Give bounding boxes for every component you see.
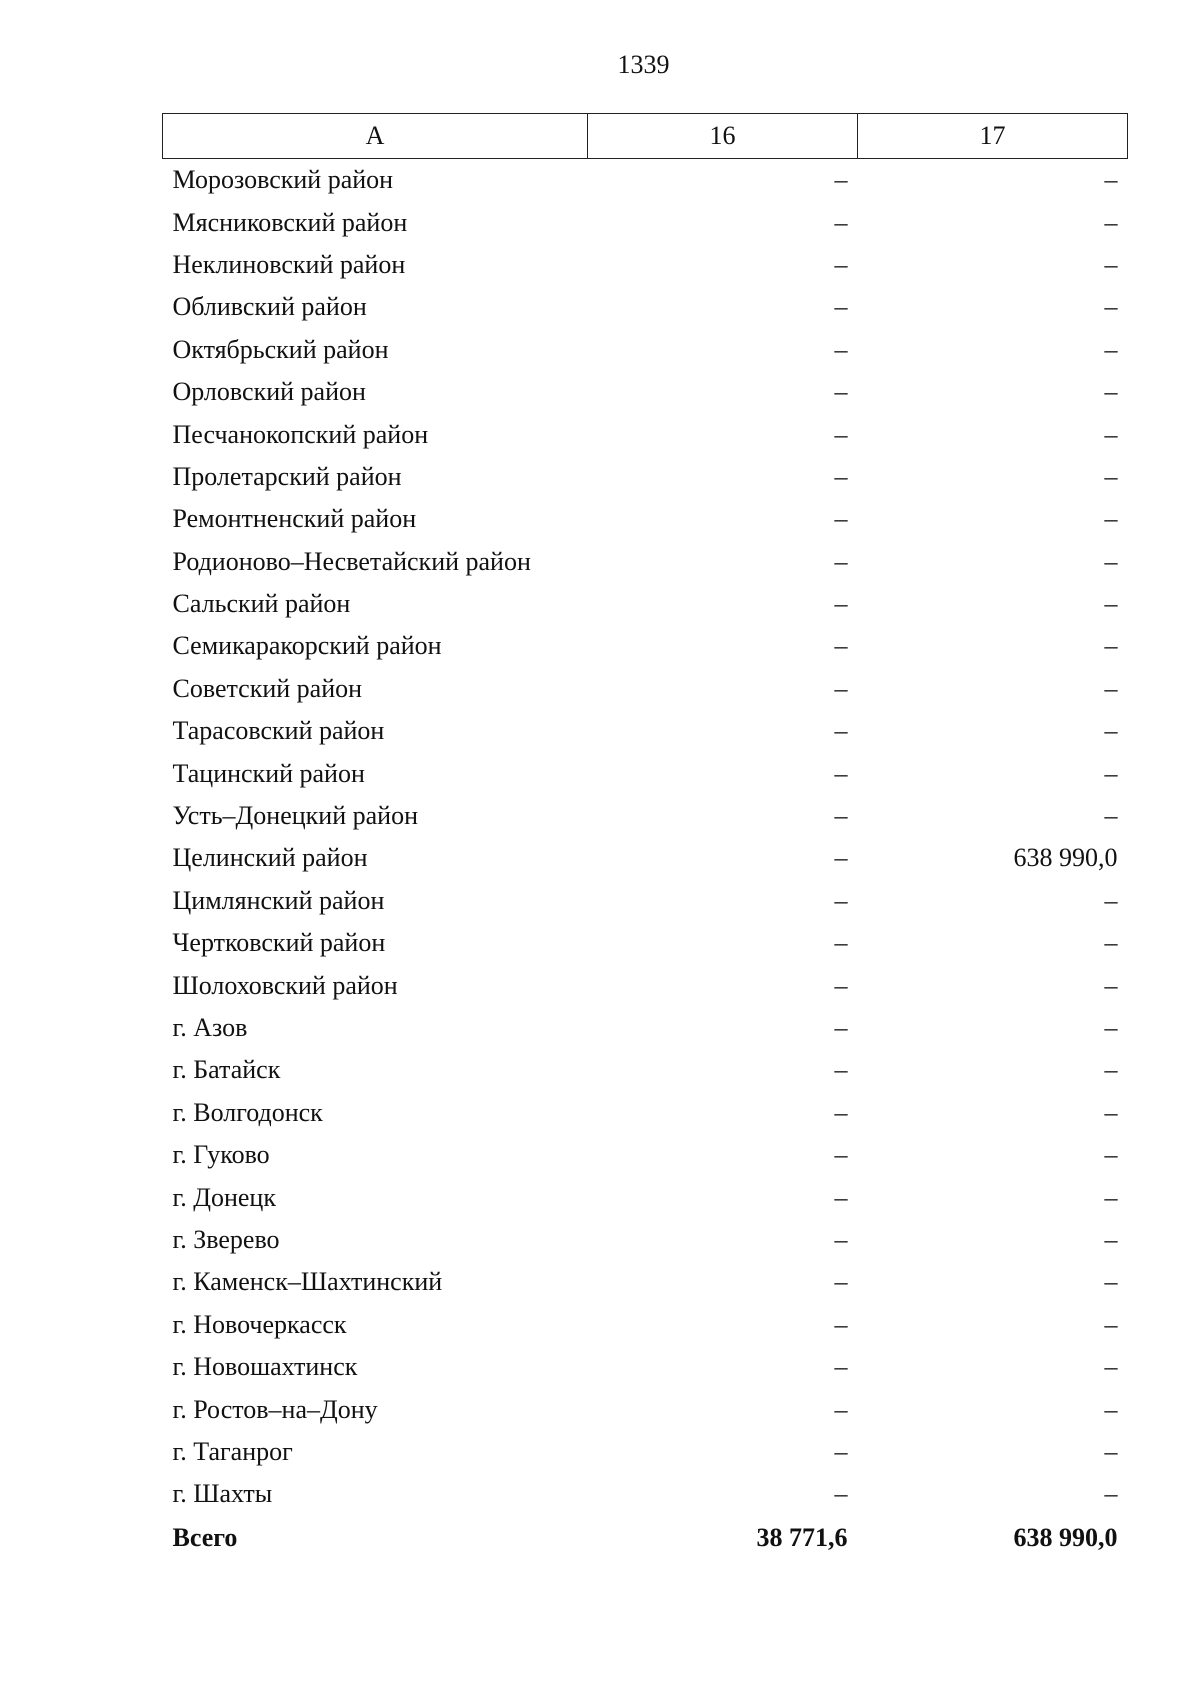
table-row <box>163 1261 1128 1303</box>
row-value-16-cell: – <box>834 419 848 449</box>
row-value-17-cell: – <box>1104 631 1118 661</box>
row-value-17-cell: – <box>1104 1267 1118 1297</box>
row-name-cell: Ремонтненский район <box>172 504 417 534</box>
row-name-cell: г. Донецк <box>172 1182 276 1212</box>
row-value-16-cell: – <box>834 801 848 831</box>
row-name-cell: г. Новошахтинск <box>172 1352 358 1382</box>
row-value-16-cell: – <box>834 1267 848 1297</box>
row-value-17-cell: – <box>1104 1013 1118 1042</box>
row-value-17-cell: – <box>1104 801 1118 831</box>
total-row <box>163 1516 1128 1560</box>
row-value-16-cell: – <box>834 928 848 958</box>
row-value-17-cell: – <box>1104 1436 1118 1466</box>
row-name-cell: Тарасовский район <box>172 716 385 746</box>
table-row <box>163 1431 1128 1473</box>
table-row <box>163 1346 1128 1388</box>
row-value-17-cell: – <box>1104 589 1118 619</box>
row-value-16-cell: – <box>834 885 848 915</box>
row-value-17-cell: – <box>1104 377 1118 407</box>
table-row <box>163 1219 1128 1261</box>
row-value-16-cell: – <box>834 758 848 788</box>
header-row <box>163 114 1128 159</box>
column-header-16: 16 <box>588 114 858 159</box>
table-row <box>163 752 1128 794</box>
row-value-16-cell: – <box>834 589 848 619</box>
row-name-cell: Целинский район <box>172 843 368 873</box>
row-value-16-cell: – <box>834 334 848 364</box>
row-name-cell: Пролетарский район <box>172 461 402 491</box>
budget-table <box>162 113 1128 1560</box>
table-row <box>163 201 1128 243</box>
table-row <box>163 837 1128 879</box>
table-row <box>163 1473 1128 1515</box>
budget-table-container <box>162 113 1127 1560</box>
row-name-cell: Семикаракорский район <box>172 631 442 661</box>
total-value-16-cell: 38 771,6 <box>756 1522 848 1552</box>
row-name-cell: г. Шахты <box>172 1479 273 1509</box>
row-name-cell: Шолоховский район <box>172 970 398 1000</box>
table-row <box>163 1007 1128 1049</box>
table-row <box>163 1134 1128 1176</box>
table-row <box>163 244 1128 286</box>
table-row <box>163 329 1128 371</box>
table-row <box>163 159 1128 202</box>
row-value-17-cell: – <box>1104 504 1118 534</box>
table-body <box>163 159 1128 1560</box>
row-value-17-cell: – <box>1104 885 1118 915</box>
row-name-cell: г. Гуково <box>172 1140 270 1170</box>
total-value-17-cell: 638 990,0 <box>1013 1522 1118 1552</box>
table-row <box>163 668 1128 710</box>
row-value-16-cell: – <box>834 249 848 279</box>
row-name-cell: Обливский район <box>172 292 367 322</box>
column-header-a: А <box>163 114 588 159</box>
table-row <box>163 1304 1128 1346</box>
row-value-17-cell: – <box>1104 673 1118 703</box>
row-name-cell: Цимлянский район <box>172 885 385 915</box>
row-value-17-cell: – <box>1104 716 1118 746</box>
row-name-cell: Усть–Донецкий район <box>172 801 418 831</box>
row-value-17-cell: – <box>1104 546 1118 576</box>
row-name-cell: Сальский район <box>172 589 351 619</box>
row-value-17-cell: – <box>1104 1182 1118 1212</box>
table-row <box>163 1049 1128 1091</box>
row-value-16-cell: – <box>834 1436 848 1466</box>
row-value-17-cell: – <box>1104 758 1118 788</box>
row-name-cell: Морозовский район <box>172 165 394 195</box>
row-value-17-cell: – <box>1104 1479 1118 1509</box>
row-value-16-cell: – <box>834 1352 848 1382</box>
row-value-16-cell: – <box>834 1013 848 1042</box>
row-value-16-cell: – <box>834 461 848 491</box>
row-value-16-cell: – <box>834 1097 848 1127</box>
row-name-cell: г. Каменск–Шахтинский <box>172 1267 443 1297</box>
row-value-16-cell: – <box>834 1055 848 1085</box>
row-name-cell: г. Таганрог <box>172 1436 293 1466</box>
row-value-17-cell: – <box>1104 1097 1118 1127</box>
row-name-cell: Мясниковский район <box>172 207 408 237</box>
row-name-cell: г. Азов <box>172 1013 248 1042</box>
row-name-cell: Неклиновский район <box>172 249 406 279</box>
row-name-cell: Орловский район <box>172 377 366 407</box>
row-value-16-cell: – <box>834 546 848 576</box>
row-value-17-cell: – <box>1104 249 1118 279</box>
row-value-17-cell: – <box>1104 207 1118 237</box>
table-row <box>163 498 1128 540</box>
row-name-cell: г. Ростов–на–Дону <box>172 1394 378 1424</box>
table-row <box>163 710 1128 752</box>
row-value-17-cell: – <box>1104 334 1118 364</box>
row-value-16-cell: – <box>834 292 848 322</box>
table-row <box>163 625 1128 667</box>
row-value-16-cell: – <box>834 165 848 195</box>
row-name-cell: Песчанокопский район <box>172 419 429 449</box>
row-value-16-cell: – <box>834 1182 848 1212</box>
table-row <box>163 286 1128 328</box>
page-number: 1339 <box>617 50 670 79</box>
row-value-17-cell: – <box>1104 1224 1118 1254</box>
row-value-16-cell: – <box>834 1140 848 1170</box>
table-row <box>163 964 1128 1006</box>
table-header <box>163 114 1128 159</box>
row-value-16-cell: – <box>834 673 848 703</box>
row-value-17-cell: – <box>1104 1394 1118 1424</box>
total-label-cell: Всего <box>172 1522 238 1552</box>
row-value-17-cell: – <box>1104 461 1118 491</box>
row-name-cell: Советский район <box>172 673 363 703</box>
row-name-cell: г. Зверево <box>172 1224 280 1254</box>
row-name-cell: Чертковский район <box>172 928 386 958</box>
row-value-16-cell: – <box>834 970 848 1000</box>
table-row <box>163 1176 1128 1218</box>
row-value-16-cell: – <box>834 504 848 534</box>
row-value-16-cell: – <box>834 1394 848 1424</box>
table-row <box>163 922 1128 964</box>
row-value-16-cell: – <box>834 843 848 873</box>
row-value-16-cell: – <box>834 716 848 746</box>
row-value-16-cell: – <box>834 1479 848 1509</box>
row-value-16-cell: – <box>834 207 848 237</box>
row-value-17-cell: – <box>1104 1055 1118 1085</box>
row-name-cell: Тацинский район <box>172 758 365 788</box>
row-name-cell: г. Волгодонск <box>172 1097 323 1127</box>
row-value-16-cell: – <box>834 631 848 661</box>
row-name-cell: Октябрьский район <box>172 334 389 364</box>
row-value-17-cell: – <box>1104 1309 1118 1339</box>
row-value-16-cell: – <box>834 1309 848 1339</box>
row-value-16-cell: – <box>834 377 848 407</box>
row-name-cell: Родионово–Несветайский район <box>172 546 531 576</box>
table-row <box>163 541 1128 583</box>
table-row <box>163 583 1128 625</box>
table-row <box>163 1388 1128 1430</box>
row-value-17-cell: – <box>1104 165 1118 195</box>
row-value-16-cell: – <box>834 1224 848 1254</box>
row-value-17-cell: – <box>1104 928 1118 958</box>
table-row <box>163 1092 1128 1134</box>
table-row <box>163 795 1128 837</box>
row-value-17-cell: – <box>1104 970 1118 1000</box>
column-header-17: 17 <box>858 114 1128 159</box>
row-name-cell: г. Батайск <box>172 1055 281 1085</box>
table-row <box>163 880 1128 922</box>
row-value-17-cell: – <box>1104 419 1118 449</box>
table-row <box>163 413 1128 455</box>
table-row <box>163 371 1128 413</box>
row-name-cell: г. Новочеркасск <box>172 1309 347 1339</box>
row-value-17-cell: 638 990,0 <box>1013 843 1118 873</box>
table-row <box>163 456 1128 498</box>
row-value-17-cell: – <box>1104 1352 1118 1382</box>
row-value-17-cell: – <box>1104 1140 1118 1170</box>
row-value-17-cell: – <box>1104 292 1118 322</box>
